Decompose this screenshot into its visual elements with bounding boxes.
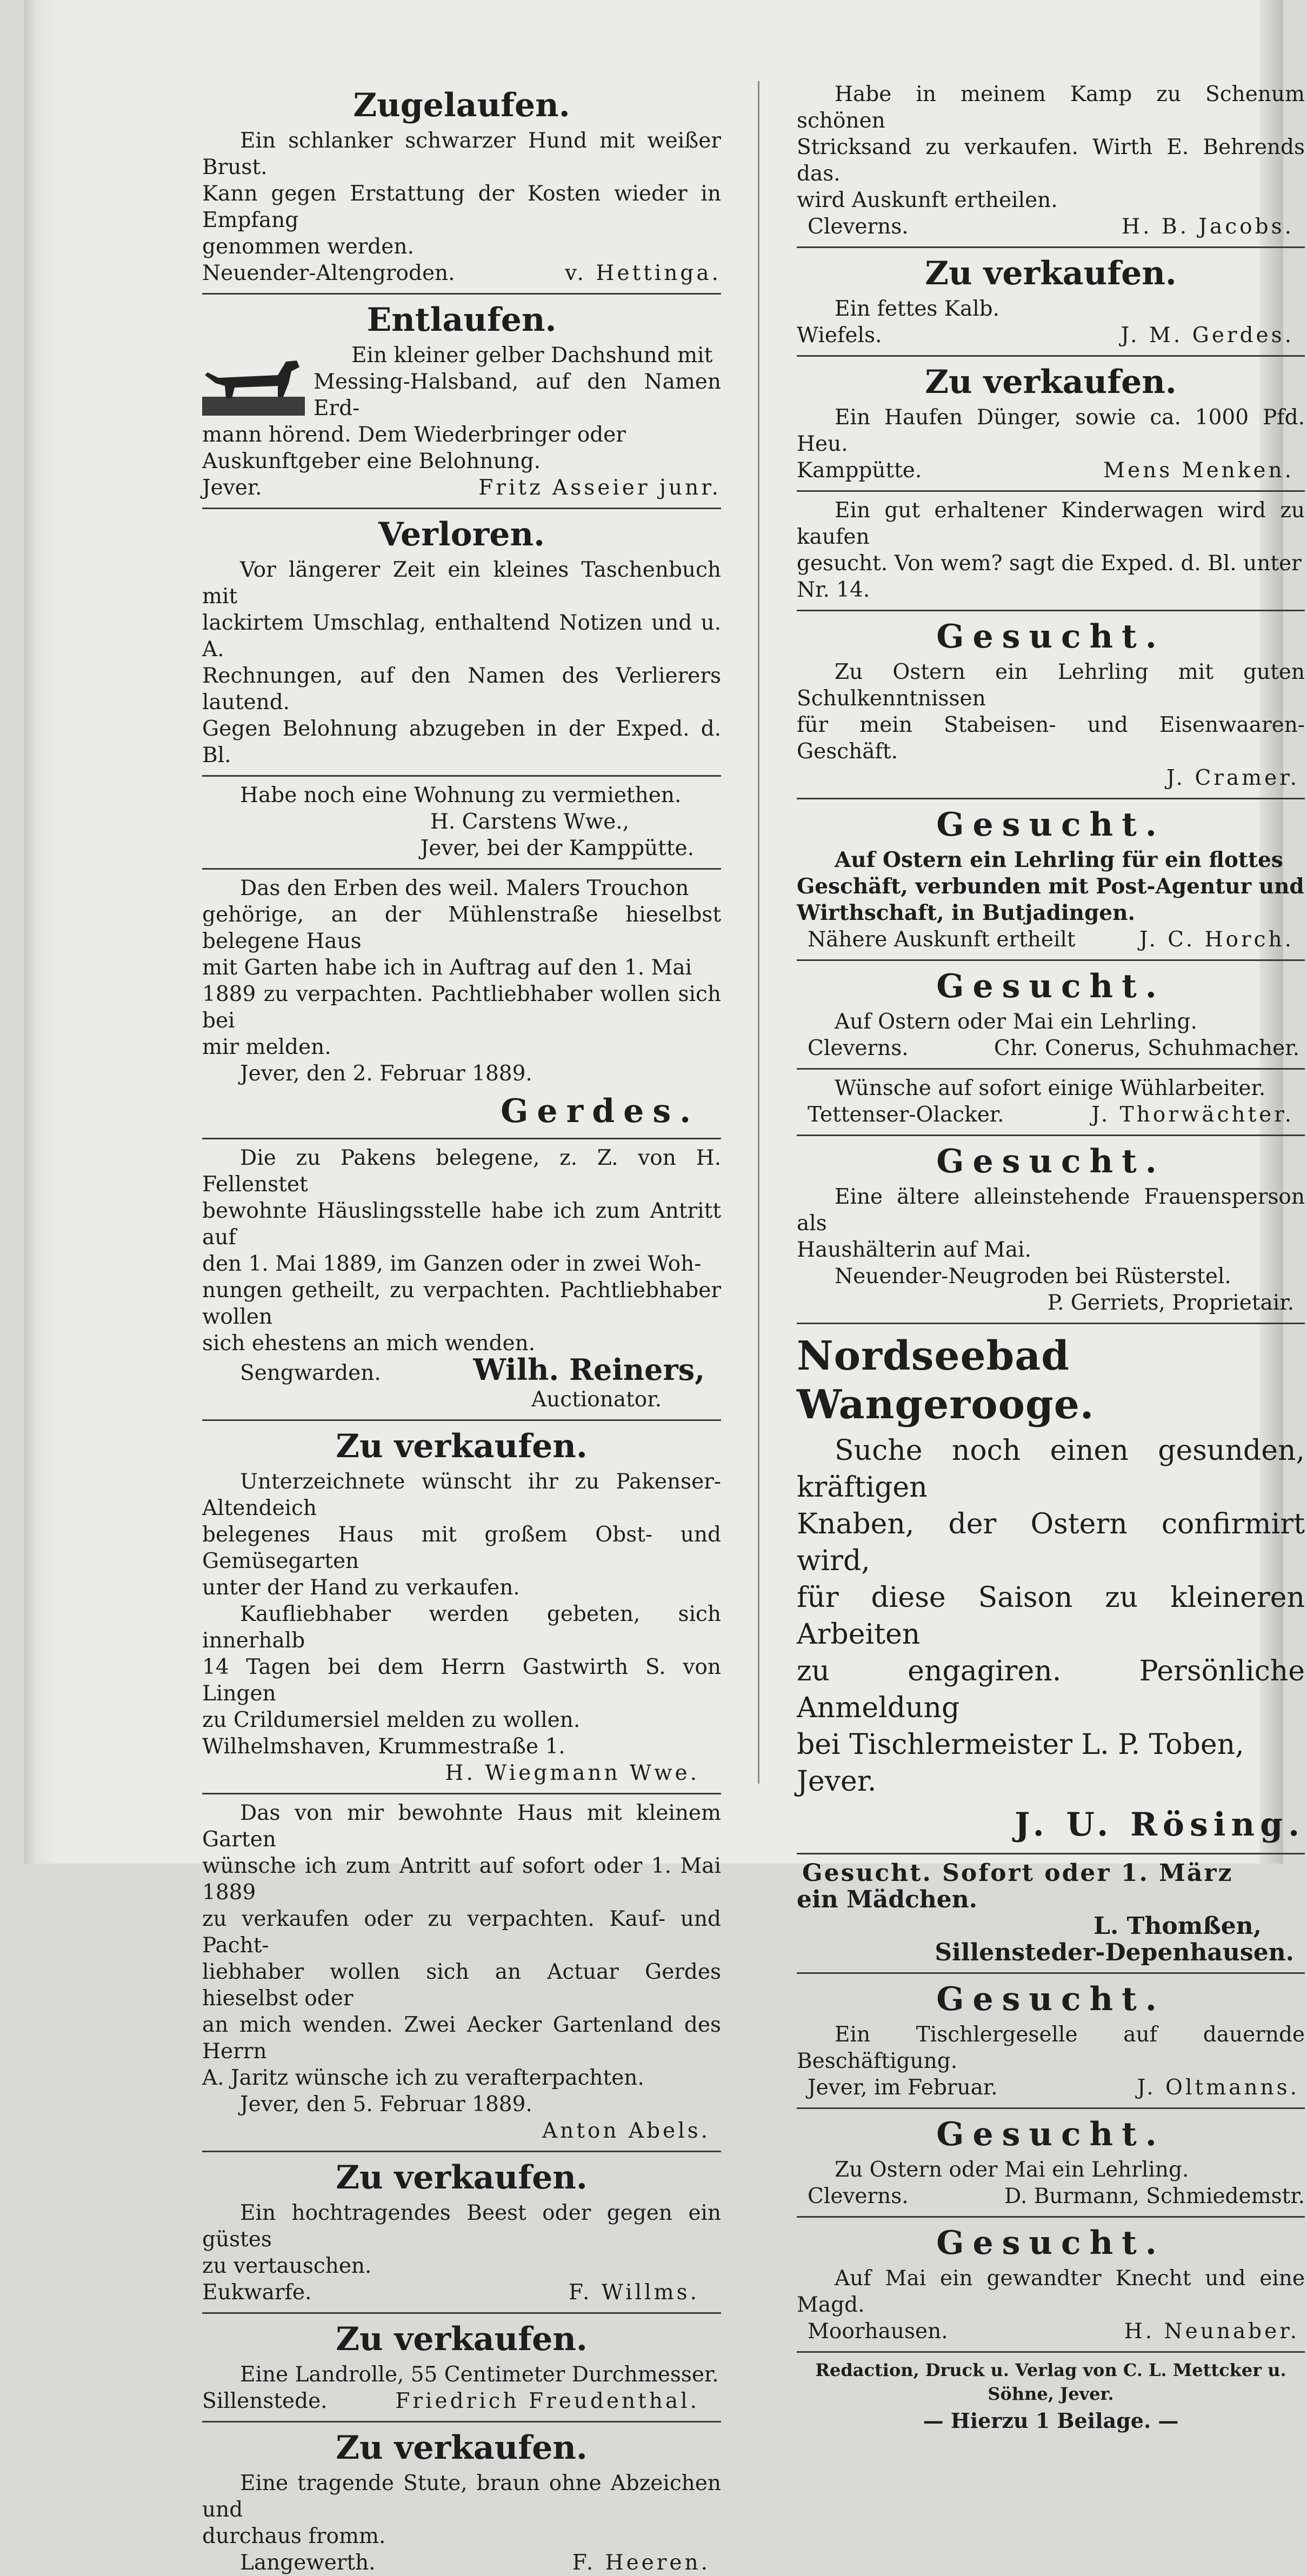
ad-text-line: Habe noch eine Wohnung zu vermiethen.	[240, 783, 682, 807]
ad-trouchon	[202, 875, 721, 1139]
ad-separator	[797, 1068, 1305, 1070]
ad-text-line: Eine ältere alleinstehende Frauensperson als	[797, 1185, 1305, 1236]
ad-verkaufen-landrolle	[202, 2319, 721, 2422]
ad-signature: Gerdes.	[501, 1092, 699, 1130]
ad-wohnung	[202, 782, 721, 870]
ad-text-line: Das von mir bewohnte Haus mit kleinem Garten	[202, 1801, 721, 1852]
ad-text-line: Ein kleiner gelber Dachshund mit	[351, 343, 713, 368]
ad-text-line: unter der Hand zu verkaufen.	[202, 1576, 520, 1600]
ad-signature: Wilh. Reiners,	[473, 1352, 705, 1387]
ad-kinderwagen	[797, 497, 1305, 611]
ad-text-line: bewohnte Häuslingsstelle habe ich zum Antritt auf	[202, 1199, 721, 1250]
ad-place: Neuender-Altengroden.	[202, 261, 455, 285]
ad-place: Sillenstede.	[202, 2389, 328, 2413]
ad-signature: J. Oltmanns.	[1137, 2076, 1299, 2100]
ad-separator	[202, 775, 721, 777]
ad-text-line: Ein gut erhaltener Kinderwagen wird zu kaufen	[797, 498, 1305, 549]
ad-signature: F. Willms.	[569, 2280, 699, 2305]
ad-text-line: lackirtem Umschlag, enthaltend Notizen und u. A.	[202, 611, 721, 662]
ad-text-line: belegenes Haus mit großem Obst- und Gemüsegarten	[202, 1523, 721, 1573]
ad-text-line: Rechnungen, auf den Namen des Verlierers lautend.	[202, 664, 721, 715]
ad-abels	[202, 1800, 721, 2152]
ad-signature: v. Hettinga.	[565, 261, 721, 285]
ad-text-line: Unterzeichnete wünscht ihr zu Pakenser-Altendeich	[202, 1470, 721, 1520]
ad-text-line: für diese Saison zu kleineren Arbeiten	[797, 1581, 1305, 1651]
ad-heading: Zu verkaufen.	[336, 2429, 588, 2467]
ad-thomssen	[797, 1860, 1305, 1974]
ad-heading: Gesucht.	[936, 2115, 1165, 2153]
ad-text-line: zu Crildumersiel melden zu wollen.	[202, 1708, 581, 1732]
ad-wangerooge	[797, 1332, 1305, 1854]
ad-heading: Gesucht.	[936, 1980, 1165, 2018]
ad-text-line: Kaufliebhaber werden gebeten, sich innerhalb	[202, 1602, 721, 1653]
ad-separator	[202, 1793, 721, 1794]
ad-place: Tettenser-Olacker.	[808, 1103, 1004, 1127]
page-spine-shadow	[24, 0, 56, 1864]
ad-separator	[797, 798, 1305, 799]
ad-text-line: Neuender-Neugroden bei Rüsterstel.	[835, 1264, 1231, 1289]
ad-text-line: gehörige, an der Mühlenstraße hieselbst belegene Haus	[202, 903, 721, 953]
ad-signature: Mens Menken.	[1103, 458, 1294, 483]
ad-separator	[797, 1134, 1305, 1136]
ad-signature: Chr. Conerus, Schuhmacher.	[993, 1036, 1299, 1060]
ad-text-line: den 1. Mai 1889, im Ganzen oder in zwei Woh-	[202, 1252, 702, 1276]
ad-gesucht-gerriets	[797, 1142, 1305, 1324]
ad-text-line: Die zu Pakens belegene, z. Z. von H. Fellenstet	[202, 1146, 721, 1197]
ad-text-line: zu vertauschen.	[202, 2254, 372, 2278]
newspaper-page	[24, 0, 1305, 2575]
ad-heading: Nordseebad Wangerooge.	[797, 1333, 1095, 1428]
ad-text-line: liebhaber wollen sich an Actuar Gerdes hieselbst oder	[202, 1960, 721, 2011]
ad-text-line: Wünsche auf sofort einige Wühlarbeiter.	[835, 1076, 1266, 1100]
ad-text-line: Zu Ostern oder Mai ein Lehrling.	[835, 2158, 1189, 2182]
ad-heading: Zu verkaufen.	[925, 363, 1177, 401]
ad-signature: J. Cramer.	[1166, 766, 1299, 790]
ad-text-line: zu engagiren. Persönliche Anmeldung	[797, 1655, 1305, 1724]
ad-duenger	[797, 362, 1305, 492]
ad-verkaufen-beest	[202, 2158, 721, 2314]
ad-heading: Verloren.	[378, 516, 545, 553]
ad-text-line: A. Jaritz wünsche ich zu verafterpachten.	[202, 2066, 644, 2090]
ad-text-line: mann hörend. Dem Wiederbringer oder	[202, 423, 626, 447]
ad-separator	[202, 508, 721, 509]
ad-signature: P. Gerriets, Proprietair.	[1047, 1291, 1294, 1315]
ad-date: Jever, den 5. Februar 1889.	[240, 2092, 532, 2117]
column-divider	[758, 81, 759, 1784]
ad-heading: Gesucht.	[936, 2224, 1165, 2262]
ad-separator	[797, 2216, 1305, 2218]
ad-place: Kamppütte.	[797, 458, 922, 483]
ad-heading: Gesucht.	[936, 618, 1165, 656]
ad-separator	[202, 2151, 721, 2152]
ad-text-line: Suche noch einen gesunden, kräftigen	[797, 1434, 1305, 1504]
ad-text-line: Kann gegen Erstattung der Kosten wieder in Empfang	[202, 182, 721, 232]
ad-separator	[202, 293, 721, 295]
ad-gesucht-conerus	[797, 966, 1305, 1070]
ad-signature: J. M. Gerdes.	[1121, 323, 1294, 348]
ad-signature: H. Neunaber.	[1124, 2319, 1299, 2344]
ad-text-line: Knaben, der Ostern confirmirt wird,	[797, 1508, 1305, 1577]
ad-text-line: Zu Ostern ein Lehrling mit guten Schulkenntnissen	[797, 660, 1305, 711]
ad-text-line: Auf Mai ein gewandter Knecht und eine Magd.	[797, 2266, 1305, 2317]
ad-signature: Anton Abels.	[542, 2119, 710, 2143]
ad-signature: J. Thorwächter.	[1091, 1103, 1294, 1127]
ad-signature: Fritz Asseier junr.	[478, 476, 721, 500]
ad-heading: Zu verkaufen.	[336, 2159, 588, 2197]
ad-text-line: Auskunftgeber eine Belohnung.	[202, 449, 541, 473]
left-column	[202, 81, 721, 2576]
ad-signature: J. U. Rösing.	[1014, 1806, 1305, 1844]
dog-woodcut-icon	[202, 345, 305, 416]
ad-text-line: für mein Stabeisen- und Eisenwaaren-Geschäft.	[797, 713, 1305, 764]
ad-text-line: Das den Erben des weil. Malers Trouchon	[240, 876, 689, 900]
ad-verkaufen-haus	[202, 1426, 721, 1794]
ad-text-line: mir melden.	[202, 1035, 331, 1059]
ad-entlaufen	[202, 300, 721, 509]
ad-text-line: Ein Tischlergeselle auf dauernde Beschäftigung.	[797, 2023, 1305, 2073]
ad-separator	[202, 2312, 721, 2314]
ad-gesucht-oltmanns	[797, 1979, 1305, 2109]
ad-gesucht-neunaber	[797, 2223, 1305, 2353]
ad-separator	[797, 246, 1305, 248]
ad-text-line: wird Auskunft ertheilen.	[797, 188, 1058, 212]
ad-separator	[797, 2351, 1305, 2353]
ad-heading: Entlaufen.	[366, 301, 557, 339]
ad-text-line: Haushälterin auf Mai.	[797, 1238, 1031, 1262]
ad-zugelaufen	[202, 85, 721, 295]
ad-separator	[202, 1138, 721, 1139]
ad-text-line: Eine tragende Stute, braun ohne Abzeichen und	[202, 2471, 721, 2522]
ad-text-line: ein Mädchen.	[797, 1886, 978, 1913]
ad-text-line: wünsche ich zum Antritt auf sofort oder 1. Mai 1889	[202, 1854, 721, 1905]
ad-heading: Zu verkaufen.	[336, 1427, 588, 1465]
ad-stricksand	[797, 81, 1305, 248]
ad-gesucht-burmann	[797, 2114, 1305, 2218]
ad-signature: F. Heeren.	[572, 2551, 710, 2575]
ad-separator	[797, 959, 1305, 961]
ad-text-line: Ein hochtragendes Beest oder gegen ein güstes	[202, 2201, 721, 2252]
ad-place: Wilhelmshaven, Krummestraße 1.	[202, 1734, 565, 1759]
ad-signature: H. Carstens Wwe.,	[430, 810, 629, 834]
ad-text-line: Messing-Halsband, auf den Namen Erd-	[314, 370, 721, 421]
ad-gesucht-horch	[797, 805, 1305, 961]
ad-signature-place: Sillensteder-Depenhausen.	[935, 1939, 1294, 1966]
ad-separator	[202, 2421, 721, 2422]
right-column	[797, 81, 1305, 2433]
publisher-imprint: Redaction, Druck u. Verlag von C. L. Mettcker u. Söhne, Jever.	[815, 2360, 1286, 2404]
supplement-note: — Hierzu 1 Beilage. —	[923, 2408, 1179, 2433]
ad-separator	[797, 1323, 1305, 1324]
ad-signature: Friedrich Freudenthal.	[395, 2389, 699, 2413]
ad-text-line: Ein Haufen Dünger, sowie ca. 1000 Pfd. Heu.	[797, 405, 1305, 456]
ad-text-line: an mich wenden. Zwei Aecker Gartenland des Herrn	[202, 2013, 721, 2064]
ad-separator	[797, 1972, 1305, 1974]
ad-text-line: Habe in meinem Kamp zu Schenum schönen	[797, 82, 1305, 133]
ad-separator	[797, 2107, 1305, 2109]
ad-heading: Zu verkaufen.	[336, 2320, 588, 2358]
ad-text-line: Jever.	[797, 1765, 877, 1798]
ad-place: Langewerth.	[240, 2551, 376, 2575]
ad-heading: Gesucht.	[936, 1143, 1165, 1180]
ad-separator	[202, 1419, 721, 1421]
ad-place: Cleverns.	[808, 215, 909, 239]
ad-place: Jever, im Februar.	[808, 2076, 998, 2100]
ad-heading: Gesucht.	[936, 967, 1165, 1005]
ad-text-line: nungen getheilt, zu verpachten. Pachtliebhaber wollen	[202, 1278, 721, 1329]
ad-separator	[797, 610, 1305, 611]
ad-text-line: Vor längerer Zeit ein kleines Taschenbuch mit	[202, 558, 721, 609]
ad-place: Sengwarden.	[240, 1361, 381, 1385]
ad-text-line: mit Garten habe ich in Auftrag auf den 1. Mai	[202, 956, 692, 980]
ad-place: Moorhausen.	[808, 2319, 948, 2344]
ad-text-line: 1889 zu verpachten. Pachtliebhaber wollen sich bei	[202, 982, 721, 1033]
ad-text-line: Eine Landrolle, 55 Centimeter Durchmesser.	[240, 2363, 719, 2387]
ad-text-line: Auf Ostern ein Lehrling für ein flottes	[835, 847, 1283, 872]
ad-text-line: durchaus fromm.	[202, 2524, 386, 2548]
ad-text-line: gesucht. Von wem? sagt die Exped. d. Bl. unter	[797, 551, 1302, 576]
ad-separator	[202, 868, 721, 870]
ad-text-line: sich ehestens an mich wenden.	[202, 1331, 536, 1356]
ad-verloren	[202, 515, 721, 777]
ad-place: Cleverns.	[808, 1036, 909, 1060]
ad-signature: D. Burmann, Schmiedemstr.	[1004, 2184, 1305, 2208]
ad-verkaufen-stute	[202, 2428, 721, 2576]
ad-text-line: Auf Ostern oder Mai ein Lehrling.	[835, 1010, 1197, 1034]
ad-wuehlarbeiter	[797, 1075, 1305, 1136]
ad-pakens	[202, 1145, 721, 1421]
ad-signature: L. Thomßen,	[1093, 1912, 1262, 1940]
ad-text-line: Geschäft, verbunden mit Post-Agentur und	[797, 874, 1304, 899]
ad-place: Wiefels.	[797, 323, 882, 348]
ad-signature: H. B. Jacobs.	[1122, 215, 1294, 239]
ad-text-line: Wirthschaft, in Butjadingen.	[797, 900, 1136, 925]
ad-separator	[797, 1853, 1305, 1854]
ad-signature-place: Jever, bei der Kamppütte.	[420, 836, 694, 860]
ad-place: Cleverns.	[808, 2184, 909, 2208]
ad-text-line: 14 Tagen bei dem Herrn Gastwirth S. von Lingen	[202, 1655, 721, 1706]
ad-signature: J. C. Horch.	[1139, 927, 1294, 952]
ad-heading: Gesucht.	[936, 806, 1165, 844]
ad-signature: H. Wiegmann Wwe.	[445, 1761, 699, 1785]
ad-heading: Zugelaufen.	[353, 86, 570, 124]
ad-signature-role: Auctionator.	[531, 1387, 662, 1412]
ad-text-line: Ein fettes Kalb.	[835, 297, 1000, 321]
ad-text-line: Gegen Belohnung abzugeben in der Exped. d. Bl.	[202, 717, 721, 768]
ad-text-line: zu verkaufen oder zu verpachten. Kauf- und Pacht-	[202, 1907, 721, 1958]
ad-text-line: Stricksand zu verkaufen. Wirth E. Behrends das.	[797, 135, 1305, 186]
ad-text-line: bei Tischlermeister L. P. Toben,	[797, 1729, 1244, 1761]
ad-separator	[797, 355, 1305, 357]
ad-kalb	[797, 253, 1305, 357]
ad-date: Jever, den 2. Februar 1889.	[240, 1062, 532, 1086]
ad-text-line: Ein schlanker schwarzer Hund mit weißer Brust.	[202, 129, 721, 179]
ad-heading: Zu verkaufen.	[925, 255, 1177, 292]
ad-place: Nähere Auskunft ertheilt	[808, 927, 1076, 952]
ad-gesucht-cramer	[797, 617, 1305, 799]
ad-separator	[797, 490, 1305, 492]
ad-place: Jever.	[202, 476, 262, 500]
ad-place: Eukwarfe.	[202, 2280, 312, 2305]
ad-text-line: genommen werden.	[202, 235, 414, 259]
ad-text-line: Gesucht. Sofort oder 1. März	[802, 1859, 1233, 1887]
ad-text-line: Nr. 14.	[797, 578, 870, 602]
